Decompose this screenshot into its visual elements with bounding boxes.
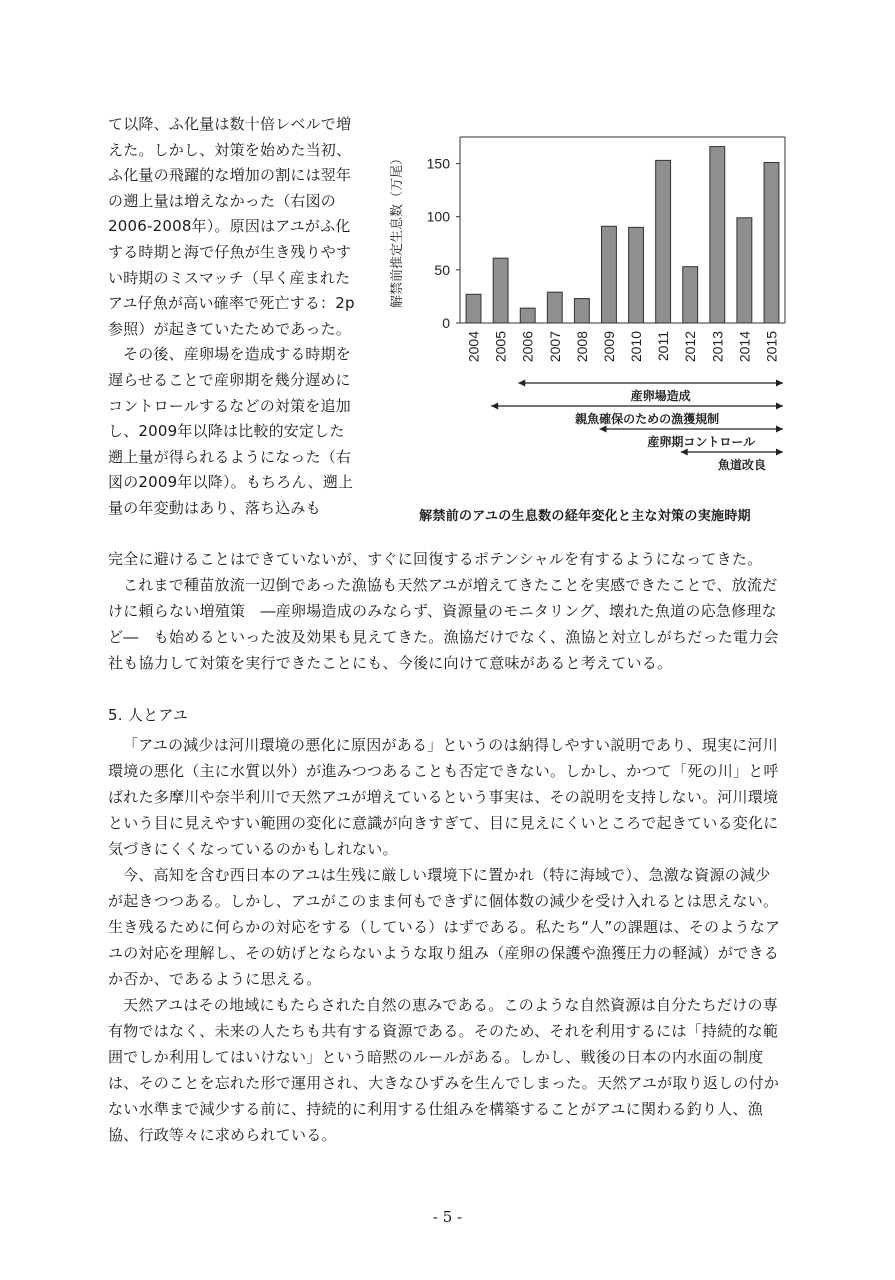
full-width-text [108,546,783,1148]
measure-label: 産卵場造成 [630,389,691,403]
x-tick-label-2004: 2004 [465,331,482,363]
y-tick-label: 0 [442,315,450,331]
x-tick-label-2012: 2012 [682,331,699,363]
bar-2008 [574,299,589,323]
paragraph-3: これまで種苗放流一辺倒であった漁協も天然アユが増えてきたことを実感できたことで、放流だけに頼らない増殖策 ―産卵場造成のみならず、資源量のモニタリング、壊れた魚道の応急修理など― も始めるといった波及効果も見えてきた。漁協だけでなく、漁協と対立しがちだった電力会社も協力して対策を実行できたことにも、今後に向けて意味があると考えている。 [108,576,779,672]
paragraph-2-wrapped: その後、産卵場を造成する時期を遅らせることで産卵期を幾分遅めにコントロールするなどの対策を追加し、2009年以降は比較的安定した遡上量が得られるようになった（右図の2009年以降）。もちろん、遡上量の年変動はあり、落ち込みも [108,345,354,517]
paragraph-4: 「アユの減少は河川環境の悪化に原因がある」というのは納得しやすい説明であり、現実に河川環境の悪化（主に水質以外）が進みつつあることも否定できない。しかし、かつて「死の川」と呼ばれた多摩川や奈半利川で天然アユが増えているという事実は、その説明を支持しない。河川環境という目に見えやすい範囲の変化に意識が向きすぎて、目に見えにくいところで起きている変化に気づきにくくなっているのかもしれない。 [108,736,779,858]
measure-arrow-head-left [681,449,688,456]
x-tick-label-2014: 2014 [736,331,753,363]
paragraph-2-continued: 完全に避けることはできていないが、すぐに回復するポテンシャルを有するようになってきた。 [108,550,763,568]
paragraph-5: 今、高知を含む西日本のアユは生残に厳しい環境下に置かれ（特に海域で）、急激な資源の減少が起きつつある。しかし、アユがこのまま何もできずに個体数の減少を受け入れるとは思えない。生き残るために何らかの対応をする（している）はずである。私たち“人”の課題は、そのようなアユの対応を理解し、その妨げとならないような取り組み（産卵の保護や漁獲圧力の軽減）ができるか否か、であるように思える。 [108,866,781,988]
y-tick-label: 100 [426,208,450,225]
x-tick-label-2009: 2009 [600,331,617,363]
bar-2004 [466,294,481,323]
bar-2005 [493,258,508,323]
x-tick-label-2015: 2015 [763,331,780,363]
x-tick-label-2005: 2005 [492,331,509,363]
measure-label: 親魚確保のための漁獲規制 [575,412,720,426]
wrapped-text-column [108,112,358,522]
x-tick-label-2008: 2008 [573,331,590,363]
x-tick-label-2013: 2013 [709,331,726,363]
measure-arrow-head-left [491,403,498,410]
x-tick-label-2006: 2006 [519,331,536,363]
measure-arrow-head-right [776,449,783,456]
measure-label: 産卵期コントロール [647,435,756,449]
bar-2012 [683,267,698,323]
measure-arrow-head-right [776,403,783,410]
bar-chart-svg [385,125,805,505]
y-tick-label: 150 [426,155,450,172]
y-axis-label: 解禁前推定生息数（万尾） [390,151,405,309]
section-5-title: 5. 人とアユ [108,706,189,724]
measure-arrow-head-right [776,426,783,433]
x-tick-label-2010: 2010 [628,331,645,363]
bar-2007 [547,292,562,323]
x-tick-label-2007: 2007 [546,331,563,363]
chart-caption: 解禁前のアユの生息数の経年変化と主な対策の実施時期 [419,509,751,524]
bar-2011 [656,160,671,323]
bar-2013 [710,147,725,323]
paragraph-1: て以降、ふ化量は数十倍レベルで増えた。しかし、対策を始めた当初、ふ化量の飛躍的な増加の割には翌年の遡上量は増えなかった（右図の2006-2008年）。原因はアユがふ化する時期と海で仔魚が生き残りやすい時期のミスマッチ（早く産まれたアユ仔魚が高い確率で死亡する：2p参照）が起きていたためであった。 [108,115,355,338]
page-number: - 5 - [432,1208,463,1226]
bar-2015 [764,163,779,323]
measure-arrow-head-left [599,426,606,433]
measure-arrow-head-left [518,380,525,387]
x-tick-label-2011: 2011 [655,331,672,362]
measure-arrow-head-right [776,380,783,387]
paragraph-6: 天然アユはその地域にもたらされた自然の恵みである。このような自然資源は自分たちだけの専有物ではなく、未来の人たちも共有する資源である。そのため、それを利用するには「持続的な範囲でしか利用してはいけない」という暗黙のルールがある。しかし、戦後の日本の内水面の制度は、そのことを忘れた形で運用され、大きなひずみを生んでしまった。天然アユが取り返しの付かない水準まで減少する前に、持続的に利用する仕組みを構築することがアユに関わる釣り人、漁協、行政等々に求められている。 [108,996,780,1144]
measure-label: 魚道改良 [717,458,766,472]
bar-2006 [520,308,535,323]
y-tick-label: 50 [434,261,450,278]
bar-2014 [737,218,752,323]
bar-2010 [629,227,644,323]
population-chart [385,125,805,535]
bar-2009 [602,226,617,323]
